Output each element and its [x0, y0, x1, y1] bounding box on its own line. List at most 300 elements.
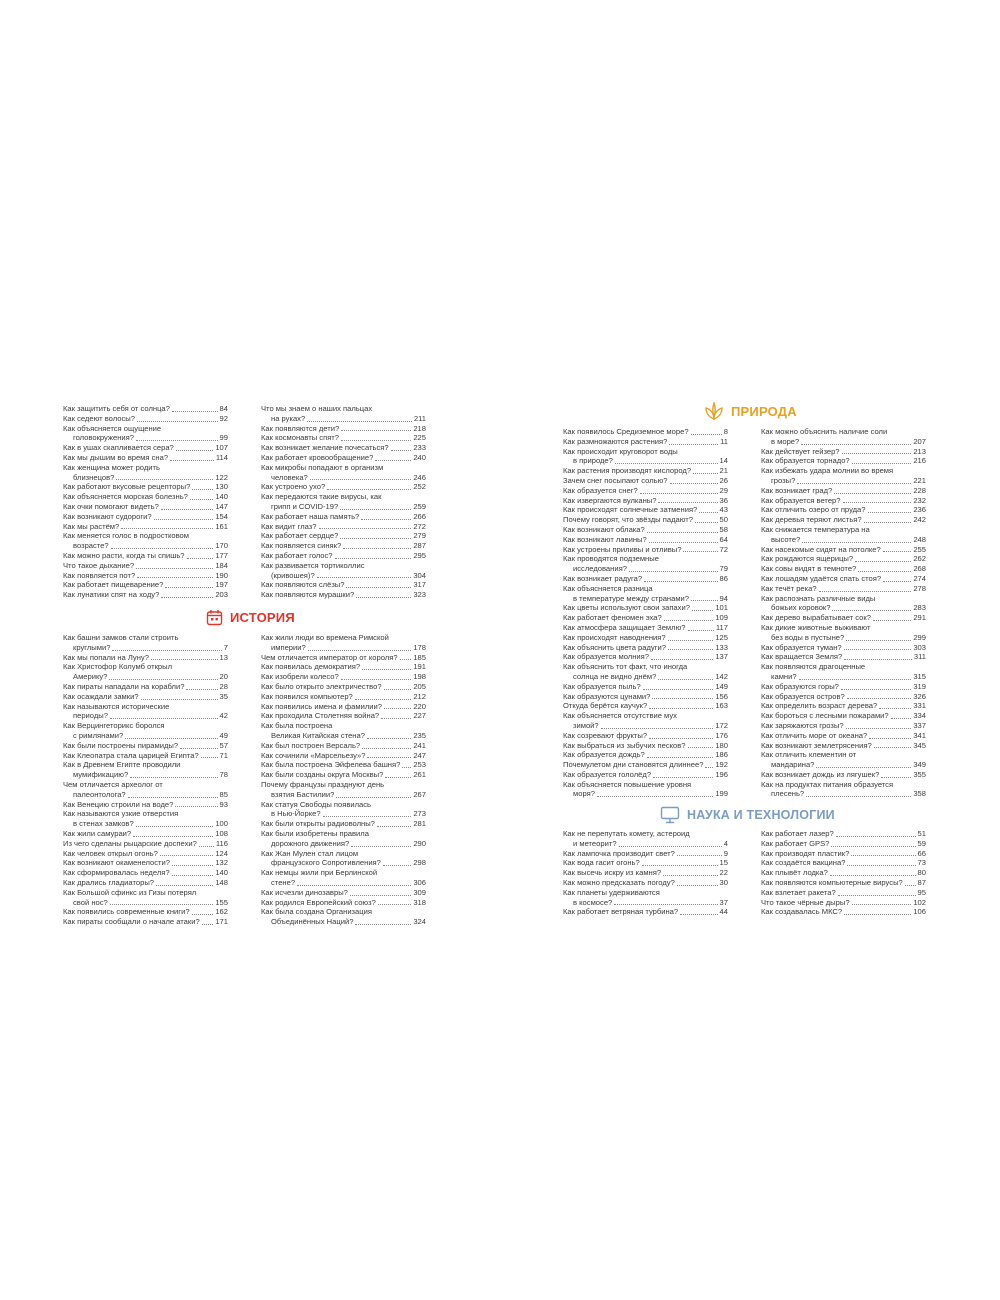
toc-page-number: 84 — [219, 404, 228, 413]
toc-entry-title: Как объясняется повышение уровня — [563, 779, 692, 789]
toc-entry — [261, 760, 426, 770]
toc-leader-dots — [664, 620, 714, 621]
toc-leader-dots — [688, 630, 714, 631]
toc-entry-title: Как проводятся подземные — [563, 554, 659, 564]
toc-leader-dots — [346, 587, 411, 588]
toc-entry — [261, 424, 426, 434]
toc-leader-dots — [391, 450, 412, 451]
toc-entry-title: Как называются исторические — [63, 701, 170, 711]
toc-page-number: 59 — [917, 838, 926, 848]
toc-entry — [261, 907, 426, 917]
toc-leader-dots — [658, 502, 717, 503]
toc-leader-dots — [361, 519, 411, 520]
toc-entry-title: Как дерево вырабатывает сок? — [761, 613, 871, 623]
toc-column-science-1 — [563, 829, 728, 917]
toc-leader-dots — [851, 855, 915, 856]
toc-page-number: 192 — [715, 760, 728, 770]
toc-leader-dots — [400, 659, 412, 660]
toc-page-number: 331 — [913, 701, 926, 711]
toc-entry — [563, 721, 728, 731]
toc-page-number: 130 — [215, 482, 228, 492]
toc-page-number: 30 — [719, 877, 728, 887]
toc-entry — [261, 741, 426, 751]
toc-leader-dots — [597, 796, 713, 797]
toc-leader-dots — [683, 551, 717, 552]
toc-page-number: 252 — [413, 482, 426, 492]
toc-leader-dots — [367, 757, 411, 758]
toc-entry-title: Как образуются горы? — [761, 681, 839, 691]
toc-leader-dots — [172, 865, 213, 866]
toc-entry — [761, 760, 926, 770]
toc-entry-title: без воды в пустыне? — [771, 632, 845, 642]
toc-entry-title: Как было открыто электричество? — [261, 681, 382, 691]
toc-entry — [563, 623, 728, 633]
toc-entry-title: в море? — [771, 436, 800, 446]
toc-entry-title: Как образуется молния? — [563, 652, 649, 662]
toc-page-number: 109 — [715, 613, 728, 623]
toc-page-number: 93 — [219, 799, 228, 809]
toc-entry-title: Как седеют волосы? — [63, 413, 135, 423]
toc-leader-dots — [175, 806, 217, 807]
toc-page-number: 172 — [715, 720, 728, 730]
toc-entry — [563, 427, 728, 437]
toc-page-number: 235 — [413, 730, 426, 740]
toc-entry — [563, 594, 728, 604]
toc-entry — [63, 711, 228, 721]
toc-entry-title: Как возникают лавины? — [563, 534, 647, 544]
toc-entry-title: Как были созданы округа Москвы? — [261, 770, 384, 780]
toc-entry — [261, 780, 426, 790]
toc-leader-dots — [649, 708, 713, 709]
toc-entry-title: Как работает пищеварение? — [63, 580, 164, 590]
toc-entry — [261, 917, 426, 927]
toc-leader-dots — [187, 558, 214, 559]
toc-page-number: 273 — [413, 809, 426, 819]
toc-leader-dots — [846, 640, 911, 641]
toc-entry-title: на руках? — [271, 413, 306, 423]
toc-page-number: 106 — [913, 907, 926, 917]
toc-entry-title: Как образуется пыль? — [563, 681, 641, 691]
toc-leader-dots — [137, 421, 218, 422]
toc-page-number: 267 — [413, 789, 426, 799]
toc-entry — [261, 512, 426, 522]
toc-page-number: 262 — [913, 554, 926, 564]
toc-entry-title: Как объяснить цвета радуги? — [563, 642, 666, 652]
toc-page-number: 247 — [413, 750, 426, 760]
toc-entry — [261, 858, 426, 868]
toc-entry-title: Как заряжаются грозы? — [761, 720, 844, 730]
toc-entry-title: мандарина? — [771, 760, 815, 770]
toc-page-number: 203 — [215, 590, 228, 600]
toc-entry — [761, 486, 926, 496]
toc-leader-dots — [647, 532, 718, 533]
toc-page-number: 318 — [413, 897, 426, 907]
toc-entry-title: Как защитить себя от солнца? — [63, 404, 170, 413]
toc-entry-title: Как образуется туман? — [761, 642, 842, 652]
toc-entry-title: Как лошадям удаётся спать стоя? — [761, 573, 882, 583]
toc-entry — [761, 554, 926, 564]
toc-column-body-1 — [63, 404, 228, 600]
toc-entry — [761, 447, 926, 457]
toc-entry — [63, 453, 228, 463]
toc-entry — [63, 790, 228, 800]
toc-entry — [563, 760, 728, 770]
toc-entry-title: Как устроено ухо? — [261, 482, 326, 492]
toc-entry-title: Как появились имена и фамилии? — [261, 701, 382, 711]
toc-leader-dots — [161, 509, 214, 510]
toc-entry — [261, 731, 426, 741]
toc-entry — [563, 486, 728, 496]
toc-page-number: 281 — [413, 819, 426, 829]
toc-entry-title: Из чего сделаны рыцарские доспехи? — [63, 838, 197, 848]
toc-entry — [63, 424, 228, 434]
toc-leader-dots — [842, 453, 912, 454]
toc-page-number: 227 — [413, 711, 426, 721]
toc-page-number: 216 — [913, 456, 926, 466]
toc-entry — [63, 770, 228, 780]
toc-leader-dots — [156, 885, 213, 886]
toc-page-number: 233 — [413, 443, 426, 453]
toc-entry — [63, 809, 228, 819]
toc-page-number: 140 — [215, 492, 228, 502]
toc-leader-dots — [307, 421, 412, 422]
toc-entry-title: Как работает наша память? — [261, 511, 360, 521]
toc-leader-dots — [192, 914, 214, 915]
toc-entry — [261, 849, 426, 859]
toc-leader-dots — [806, 796, 911, 797]
toc-entry — [261, 829, 426, 839]
toc-page-number: 132 — [215, 858, 228, 868]
toc-entry — [563, 858, 728, 868]
toc-entry-title: Как создаётся вакцина? — [761, 858, 846, 868]
toc-page-number: 323 — [413, 590, 426, 600]
toc-entry-title: Как лампочка производит свет? — [563, 848, 675, 858]
toc-entry — [563, 907, 728, 917]
toc-entry-title: исследования? — [573, 564, 627, 574]
toc-page-number: 220 — [413, 701, 426, 711]
toc-entry — [261, 590, 426, 600]
toc-entry — [63, 653, 228, 663]
toc-entry-title: Как проходила Столетняя война? — [261, 711, 380, 721]
toc-entry — [563, 515, 728, 525]
toc-entry — [261, 541, 426, 551]
toc-page-number: 163 — [715, 701, 728, 711]
toc-leader-dots — [355, 924, 411, 925]
toc-page-number: 176 — [715, 730, 728, 740]
toc-page-number: 170 — [215, 541, 228, 551]
toc-entry-title: Как сочинили «Марсельезу»? — [261, 750, 366, 760]
toc-leader-dots — [799, 679, 912, 680]
toc-entry — [563, 662, 728, 672]
toc-leader-dots — [629, 571, 718, 572]
toc-page-number: 225 — [413, 433, 426, 443]
toc-leader-dots — [323, 816, 412, 817]
toc-entry — [63, 590, 228, 600]
toc-leader-dots — [402, 767, 411, 768]
toc-entry — [261, 473, 426, 483]
toc-entry-title: Как насекомые сидят на потолке? — [761, 544, 881, 554]
toc-leader-dots — [691, 434, 722, 435]
toc-leader-dots — [350, 895, 411, 896]
toc-page-number: 358 — [913, 789, 926, 799]
toc-entry — [261, 551, 426, 561]
toc-entry — [563, 701, 728, 711]
toc-entry-title: Как была построена Эйфелева башня? — [261, 760, 401, 770]
toc-entry-title: Как созревают фрукты? — [563, 730, 648, 740]
toc-page-number: 291 — [913, 613, 926, 623]
toc-leader-dots — [852, 904, 912, 905]
toc-entry — [761, 662, 926, 672]
toc-entry — [261, 482, 426, 492]
toc-entry — [63, 898, 228, 908]
toc-page-number: 44 — [719, 907, 728, 917]
toc-column-history-2 — [261, 633, 426, 927]
toc-column-nature-2 — [761, 427, 926, 799]
toc-leader-dots — [844, 659, 912, 660]
toc-entry-title: Зачем снег посыпают солью? — [563, 475, 668, 485]
toc-leader-dots — [668, 640, 714, 641]
toc-leader-dots — [136, 568, 213, 569]
toc-entry-title: в Нью-Йорке? — [271, 809, 321, 819]
toc-entry-title: человека? — [271, 472, 308, 482]
toc-leader-dots — [801, 444, 911, 445]
toc-leader-dots — [308, 650, 412, 651]
toc-leader-dots — [190, 499, 213, 500]
toc-entry-title: Как на продуктах питания образуется — [761, 779, 894, 789]
toc-page-number: 20 — [219, 672, 228, 682]
toc-leader-dots — [844, 914, 911, 915]
toc-entry-title: Как работает голос? — [261, 550, 333, 560]
toc-page-number: 337 — [913, 720, 926, 730]
toc-entry — [261, 571, 426, 581]
toc-entry — [261, 522, 426, 532]
toc-page-number: 87 — [917, 877, 926, 887]
toc-entry — [261, 633, 426, 643]
toc-entry — [761, 849, 926, 859]
toc-entry — [761, 839, 926, 849]
toc-page-number: 137 — [715, 652, 728, 662]
toc-entry-title: в стенах замков? — [73, 819, 134, 829]
toc-page-number: 178 — [413, 642, 426, 652]
toc-entry-title: Как возникает град? — [761, 485, 833, 495]
toc-entry — [761, 789, 926, 799]
toc-entry-title: камни? — [771, 671, 797, 681]
toc-page-number: 279 — [413, 531, 426, 541]
section-header-history — [206, 609, 295, 626]
toc-entry-title: Как объясняется разница — [563, 583, 653, 593]
toc-entry — [761, 456, 926, 466]
toc-leader-dots — [619, 846, 722, 847]
toc-entry — [63, 917, 228, 927]
toc-entry-title: Америку? — [73, 672, 108, 682]
toc-entry — [63, 858, 228, 868]
toc-entry — [563, 505, 728, 515]
toc-entry — [261, 770, 426, 780]
toc-page-number: 185 — [413, 652, 426, 662]
toc-entry-title: Великая Китайская стена? — [271, 730, 365, 740]
toc-entry — [261, 809, 426, 819]
toc-entry-title: Как появился компьютер? — [261, 691, 353, 701]
toc-leader-dots — [110, 718, 218, 719]
calendar-icon — [206, 609, 223, 626]
toc-leader-dots — [202, 924, 214, 925]
toc-leader-dots — [176, 450, 214, 451]
toc-entry-title: Как отличить озеро от пруда? — [761, 505, 866, 515]
toc-entry-title: Как работает феномен эха? — [563, 613, 662, 623]
toc-page-number: 80 — [917, 868, 926, 878]
toc-entry — [63, 404, 228, 414]
toc-entry-title: Как действует гейзер? — [761, 446, 840, 456]
toc-entry-title: Как дрались гладиаторы? — [63, 877, 154, 887]
toc-entry-title: Откуда берётся каучук? — [563, 701, 648, 711]
toc-page-number: 42 — [219, 711, 228, 721]
toc-leader-dots — [688, 747, 714, 748]
toc-entry — [563, 692, 728, 702]
toc-leader-dots — [669, 444, 718, 445]
toc-leader-dots — [873, 620, 911, 621]
toc-entry-title: Как объясняется морская болезнь? — [63, 492, 188, 502]
toc-leader-dots — [340, 509, 411, 510]
toc-entry — [63, 800, 228, 810]
toc-leader-dots — [832, 610, 911, 611]
toc-page-number: 43 — [719, 505, 728, 515]
toc-entry-title: Как вращается Земля? — [761, 652, 843, 662]
toc-entry-title: Как была создана Организация — [261, 907, 372, 917]
toc-page-number: 9 — [723, 848, 728, 858]
toc-page-number: 191 — [413, 662, 426, 672]
toc-page-number: 259 — [413, 501, 426, 511]
toc-page-number: 117 — [715, 622, 728, 632]
toc-entry-title: Как плывёт лодка? — [761, 868, 828, 878]
toc-entry-title: мумификацию? — [73, 770, 129, 780]
toc-entry — [563, 584, 728, 594]
toc-entry-title: Как Жан Мулен стал лицом — [261, 848, 359, 858]
toc-entry-title: с римлянами? — [73, 730, 124, 740]
toc-entry — [63, 414, 228, 424]
toc-entry — [261, 643, 426, 653]
toc-entry-title: Как возникают землетрясения? — [761, 740, 872, 750]
toc-entry — [63, 482, 228, 492]
toc-entry — [63, 702, 228, 712]
toc-entry — [761, 594, 926, 604]
toc-leader-dots — [341, 430, 411, 431]
toc-entry-title: Как взлетает ракета? — [761, 887, 836, 897]
toc-entry-title: Как определить возраст дерева? — [761, 701, 878, 711]
toc-entry-title: Как образуется ветер? — [761, 495, 841, 505]
toc-entry-title: Как меняется голос в подростковом — [63, 531, 190, 541]
toc-entry — [761, 898, 926, 908]
toc-leader-dots — [116, 479, 213, 480]
toc-page-number: 177 — [215, 550, 228, 560]
toc-entry — [261, 790, 426, 800]
toc-entry-title: Как появились современные книги? — [63, 907, 190, 917]
toc-entry — [261, 898, 426, 908]
monitor-icon — [660, 806, 680, 824]
toc-page-number: 36 — [719, 495, 728, 505]
toc-entry — [261, 653, 426, 663]
toc-entry-title: Как космонавты спят? — [261, 433, 340, 443]
toc-entry — [63, 561, 228, 571]
toc-entry-title: Как происходят солнечные затмения? — [563, 505, 698, 515]
toc-entry — [563, 829, 728, 839]
toc-entry — [563, 898, 728, 908]
toc-entry — [63, 580, 228, 590]
toc-entry — [63, 551, 228, 561]
toc-page-number: 102 — [913, 897, 926, 907]
toc-entry — [563, 652, 728, 662]
toc-entry — [563, 711, 728, 721]
toc-leader-dots — [614, 904, 717, 905]
toc-leader-dots — [858, 571, 911, 572]
toc-leader-dots — [699, 512, 717, 513]
toc-entry — [563, 770, 728, 780]
toc-entry-title: Как можно объяснить наличие соли — [761, 427, 888, 436]
toc-leader-dots — [385, 777, 411, 778]
toc-leader-dots — [797, 483, 911, 484]
toc-page-number: 155 — [215, 897, 228, 907]
toc-page-number: 79 — [719, 564, 728, 574]
toc-leader-dots — [879, 708, 911, 709]
toc-entry-title: Как происходят наводнения? — [563, 632, 666, 642]
toc-entry-title: Как возникают облака? — [563, 524, 645, 534]
toc-entry-title: Как происходит круговорот воды — [563, 446, 678, 456]
toc-page-number: 95 — [917, 887, 926, 897]
toc-entry-title: Как возникают судороги? — [63, 511, 152, 521]
toc-page-number: 58 — [719, 524, 728, 534]
toc-column-body-2 — [261, 404, 426, 600]
toc-entry — [761, 437, 926, 447]
toc-entry-title: Как жили люди во времена Римской — [261, 633, 389, 642]
toc-leader-dots — [653, 777, 713, 778]
toc-entry — [761, 633, 926, 643]
toc-page-number: 13 — [219, 652, 228, 662]
toc-entry-title: Как избежать удара молнии во время — [761, 466, 894, 476]
toc-page-number: 11 — [720, 436, 728, 446]
toc-page-number: 213 — [913, 446, 926, 456]
toc-page-number: 148 — [215, 877, 228, 887]
toc-entry — [261, 561, 426, 571]
toc-leader-dots — [199, 846, 214, 847]
toc-entry — [761, 652, 926, 662]
toc-leader-dots — [128, 797, 218, 798]
toc-column-nature-1 — [563, 427, 728, 799]
toc-leader-dots — [351, 846, 411, 847]
toc-leader-dots — [640, 493, 718, 494]
section-title-nature: ПРИРОДА — [731, 403, 797, 419]
toc-page-number: 50 — [719, 515, 728, 525]
toc-page-number: 218 — [413, 423, 426, 433]
toc-entry — [761, 780, 926, 790]
toc-page-number: 355 — [913, 769, 926, 779]
toc-leader-dots — [855, 561, 911, 562]
toc-leader-dots — [658, 679, 713, 680]
toc-entry-title: моря? — [573, 789, 595, 799]
toc-leader-dots — [125, 738, 217, 739]
toc-entry-title: Как образуется гололёд? — [563, 769, 652, 779]
toc-leader-dots — [670, 483, 718, 484]
toc-leader-dots — [652, 698, 713, 699]
toc-leader-dots — [384, 708, 411, 709]
toc-entry-title: стене? — [271, 877, 296, 887]
toc-entry-title: Как можно расти, когда ты спишь? — [63, 550, 185, 560]
toc-entry-title: Как отличить клементин от — [761, 750, 857, 760]
toc-entry-title: Как возникает дождь из лягушек? — [761, 769, 880, 779]
toc-page-number: 94 — [719, 593, 728, 603]
toc-entry-title: солнца не видно днём? — [573, 671, 657, 681]
toc-page-number: 4 — [723, 838, 728, 848]
toc-entry-title: Как цветы используют свои запахи? — [563, 603, 690, 613]
toc-entry — [761, 868, 926, 878]
